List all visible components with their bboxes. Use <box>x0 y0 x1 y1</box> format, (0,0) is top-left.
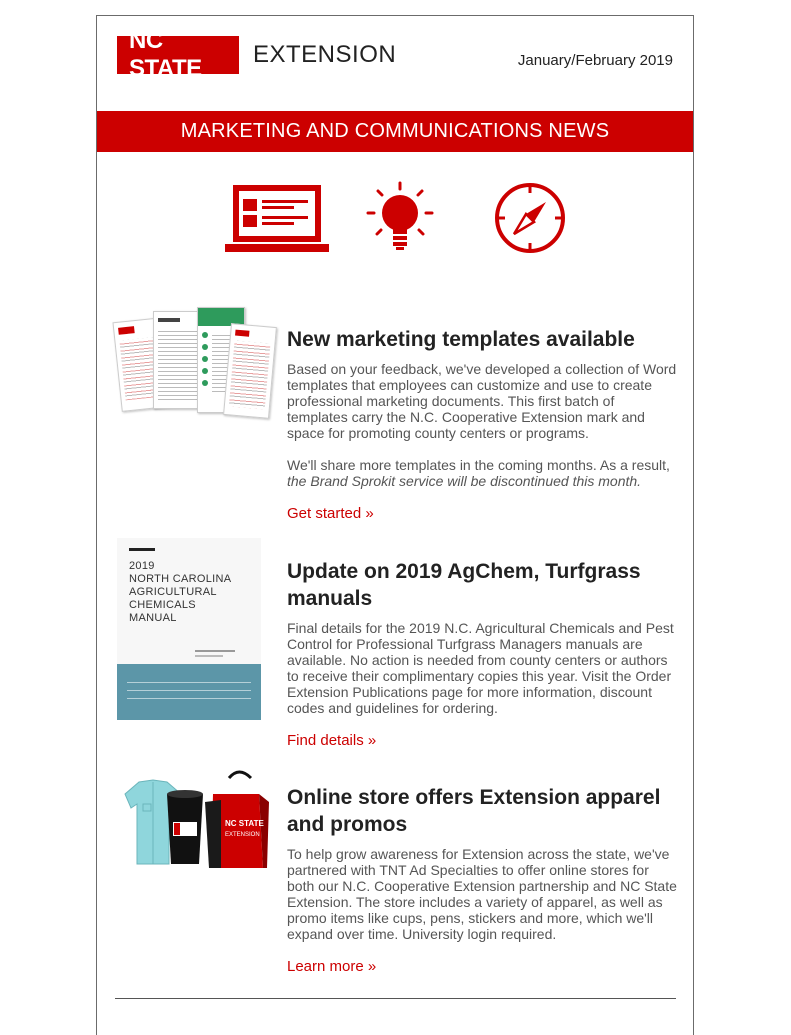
article-paragraph <box>287 457 677 489</box>
bag-print: NC STATE <box>225 819 264 828</box>
article-title: Online store offers Extension apparel and promos <box>287 786 661 836</box>
bag-print: EXTENSION <box>225 832 260 838</box>
manual-cover-thumbnail[interactable] <box>117 538 261 720</box>
template-doc-4 <box>223 323 277 419</box>
templates-thumbnail[interactable] <box>117 305 272 420</box>
manual-cover-line <box>195 655 223 657</box>
laptop-icon <box>225 183 329 255</box>
article-manuals-body <box>287 558 677 749</box>
manual-cover-band <box>117 664 261 720</box>
article-title: New marketing templates available <box>287 328 635 351</box>
apparel-promos-image <box>117 764 277 876</box>
footer-divider <box>115 998 676 999</box>
feature-icons <box>225 181 570 259</box>
manual-cover-title: 2019 NORTH CAROLINA AGRICULTURAL CHEMICALS MANUAL <box>129 560 232 624</box>
manual-cover-bar <box>129 548 155 551</box>
article-title: Update on 2019 AgChem, Turfgrass manuals <box>287 560 641 610</box>
paragraph-text: We'll share more templates in the coming months. As a result, <box>287 457 670 473</box>
learn-more-link[interactable]: Learn more » <box>287 958 377 975</box>
newsletter-banner: MARKETING AND COMMUNICATIONS NEWS <box>97 111 693 152</box>
compass-icon <box>493 181 567 255</box>
article-paragraph: Final details for the 2019 N.C. Agricultural Chemicals and Pest Control for Professional Turfgrass Managers manuals are available. No action is needed from county centers or authors to receive their complimentary copies this year. Visit the Order Extension Publications page for more information, discount codes and guidelines for ordering. <box>287 620 674 716</box>
apparel-promos-thumbnail[interactable] <box>117 764 277 876</box>
find-details-link[interactable]: Find details » <box>287 732 377 749</box>
issue-date: January/February 2019 <box>517 52 673 69</box>
newsletter-frame <box>96 15 694 1035</box>
article-paragraph: Based on your feedback, we've developed a collection of Word templates that employees can customize and use to create professional marketing documents. This first batch of templates carry the N.C. Cooperative Extension mark and space for promoting county centers or programs. <box>287 361 677 441</box>
logo-nc-state: NC STATE <box>117 36 239 74</box>
manual-cover <box>117 538 261 720</box>
manual-cover-line <box>195 650 235 652</box>
get-started-link[interactable]: Get started » <box>287 505 374 522</box>
article-store-body <box>287 784 677 975</box>
manual-cover-text-lines <box>127 678 251 706</box>
article-paragraph: To help grow awareness for Extension across the state, we've partnered with TNT Ad Specialties to offer online stores for both our N.C. Cooperative Extension partnership and NC State Extension. The store includes a variety of apparel, as well as promo items like cups, pens, stickers and more, which we'll expand over time. University login required. <box>287 846 677 942</box>
logo-extension: EXTENSION <box>253 41 397 68</box>
nc-state-extension-logo[interactable] <box>117 27 397 82</box>
article-templates-body <box>287 326 677 522</box>
lightbulb-icon <box>365 181 435 253</box>
paragraph-italic-text: the Brand Sprokit service will be discontinued this month. <box>287 473 642 489</box>
